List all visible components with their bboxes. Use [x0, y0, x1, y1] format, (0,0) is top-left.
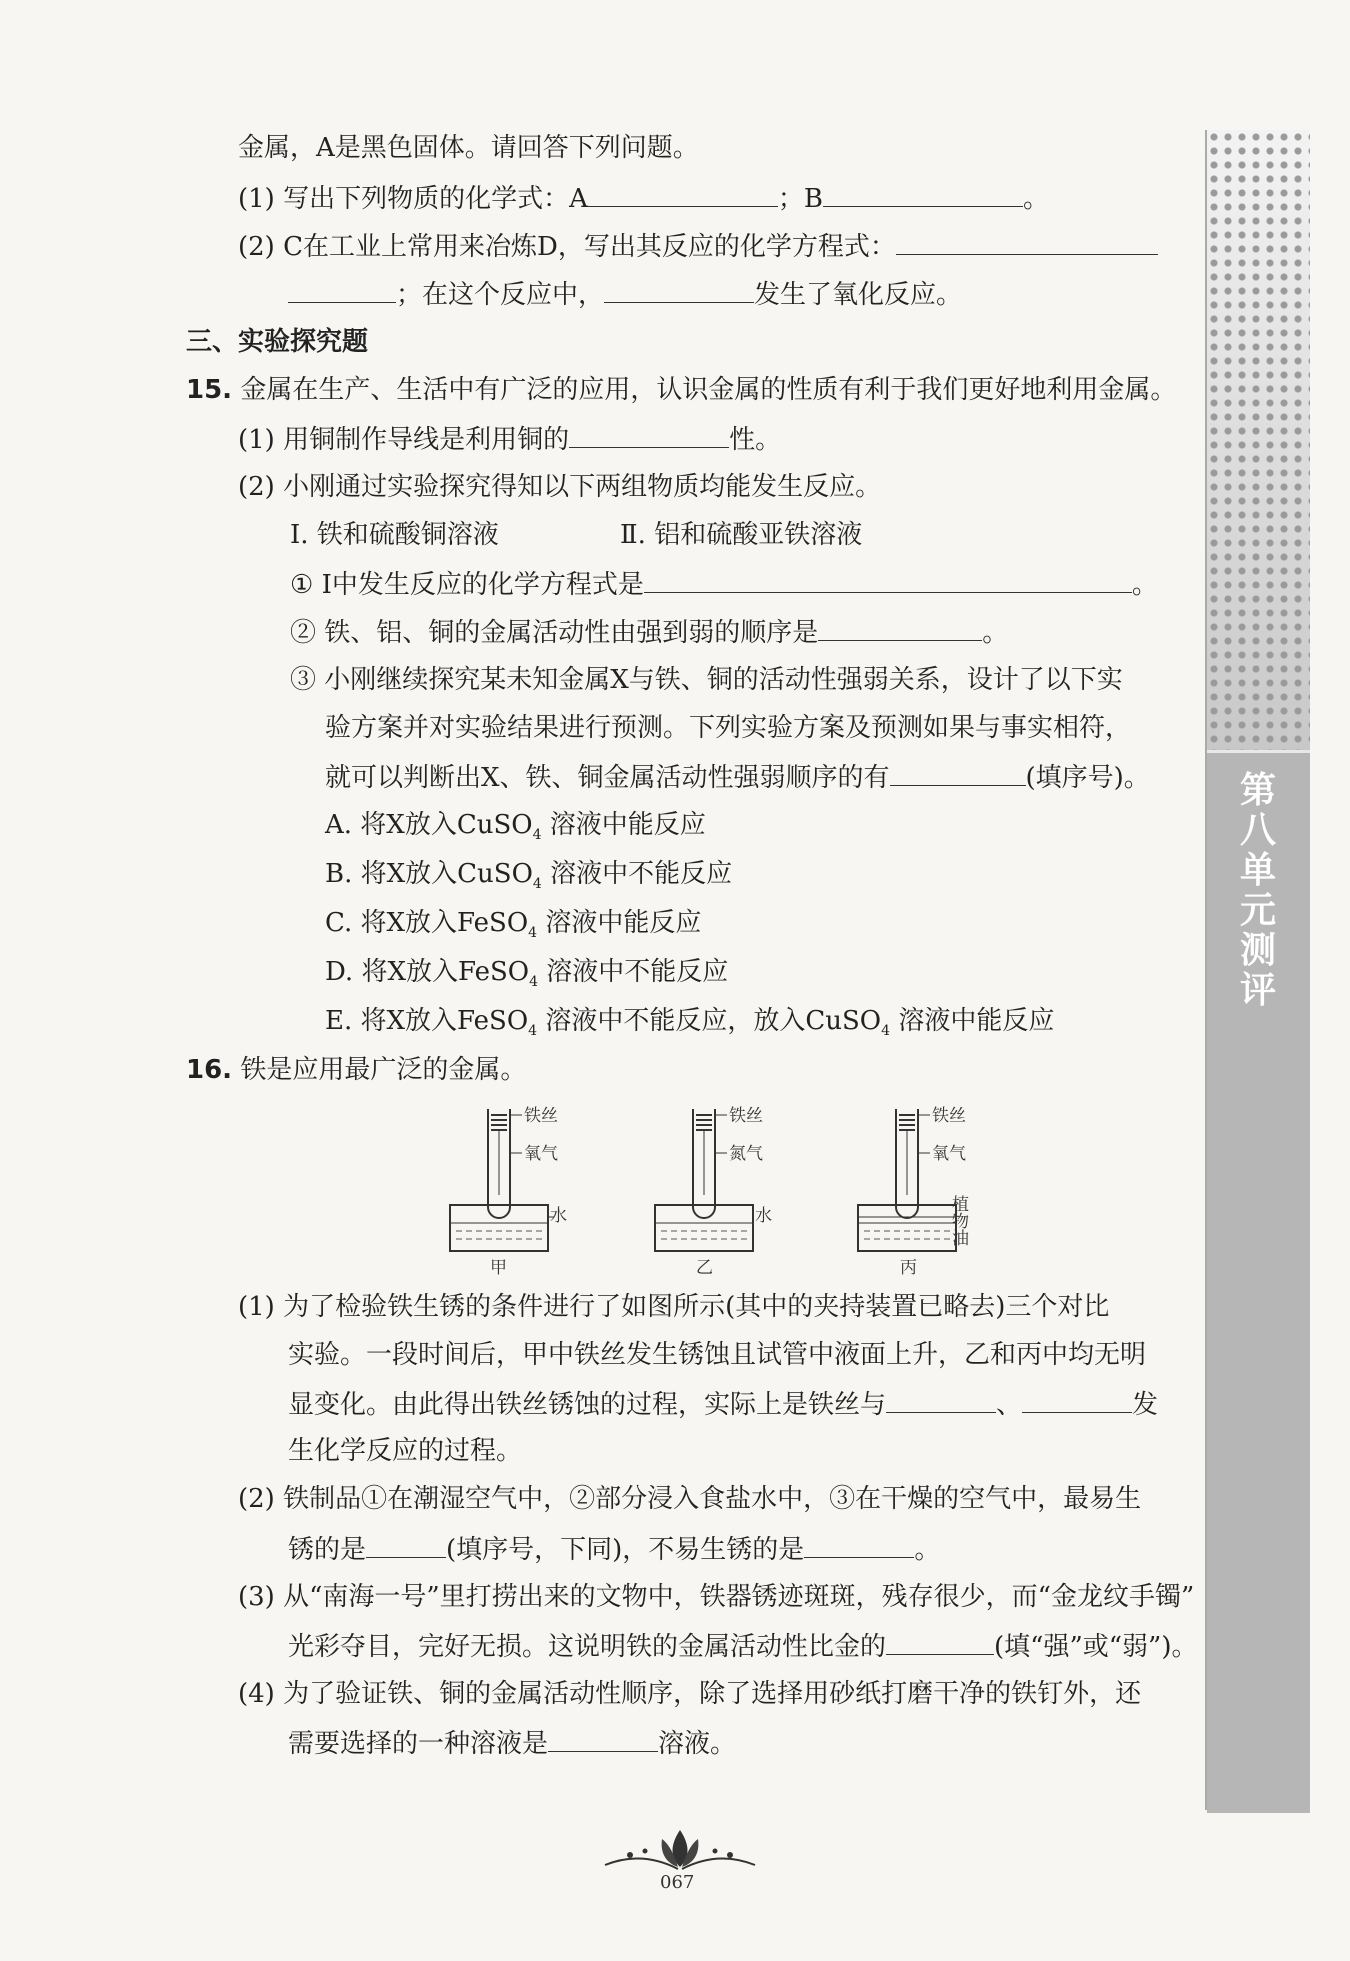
q14-2-cont	[288, 276, 962, 312]
option-e	[325, 1004, 1054, 1048]
q16-4: (4) 为了验证铁、铜的金属活动性顺序，除了选择用砂纸打磨干净的铁钉外，还	[238, 1679, 1142, 1709]
q16-4-cont	[288, 1725, 736, 1761]
answer-blank[interactable]	[890, 759, 1026, 786]
option-e-text-c: 溶液中能反应	[898, 1006, 1055, 1036]
q16-3: (3) 从“南海一号”里打捞出来的文物中，铁器锈迹斑斑，残存很少，而“金龙纹手镯”	[238, 1582, 1195, 1612]
q16-4-text: 需要选择的一种溶液是	[288, 1729, 549, 1759]
q14-1-text: (1) 写出下列物质的化学式：A	[238, 184, 588, 214]
option-e-text: E. 将X放入FeSO	[325, 1006, 529, 1036]
q16-stem	[186, 1053, 526, 1087]
q14-1	[238, 180, 1049, 216]
option-c	[325, 906, 701, 950]
q16-1: (1) 为了检验铁生锈的条件进行了如图所示(其中的夹持装置已略去)三个对比	[238, 1292, 1110, 1322]
q15-c1-text: ① Ⅰ中发生反应的化学方程式是	[290, 570, 644, 600]
q15-c2-text: ② 铁、铝、铜的金属活动性由强到弱的顺序是	[290, 618, 819, 648]
option-d-text-b: 溶液中不能反应	[546, 957, 729, 987]
page-number: 067	[660, 1872, 695, 1893]
answer-blank[interactable]	[604, 276, 754, 303]
option-b	[325, 857, 732, 901]
q14-2-text: (2) C在工业上常用来冶炼D，写出其反应的化学方程式：	[238, 232, 896, 262]
option-c-text: C. 将X放入FeSO	[325, 908, 529, 938]
q14-2-text-b: ；在这个反应中，	[396, 280, 605, 310]
answer-blank[interactable]	[886, 1628, 994, 1655]
option-a-text-b: 溶液中能反应	[549, 810, 706, 840]
subscript: 4	[532, 876, 542, 893]
answer-blank[interactable]	[1022, 1386, 1132, 1413]
q15-number: 15.	[186, 375, 233, 405]
q16-4-text-b: 溶液。	[658, 1729, 737, 1759]
option-d-text: D. 将X放入FeSO	[325, 957, 530, 987]
answer-blank[interactable]	[804, 1531, 914, 1558]
label-gas: 氧气	[524, 1144, 558, 1164]
q15-2: (2) 小刚通过实验探究得知以下两组物质均能发生反应。	[238, 472, 882, 502]
apparatus-yi	[655, 1106, 772, 1275]
side-tab	[1205, 130, 1310, 1810]
q14-2	[238, 228, 1158, 264]
apparatus-bing	[858, 1106, 969, 1275]
answer-blank[interactable]	[548, 1725, 658, 1752]
q15-c3-text-b: (填序号)。	[1025, 763, 1150, 793]
q15-c1	[290, 566, 1158, 602]
q16-1-cont3: 生化学反应的过程。	[288, 1436, 523, 1466]
q14-2-text-c: 发生了氧化反应。	[754, 280, 963, 310]
q16-2-text-b: (填序号，下同)，不易生锈的是	[446, 1535, 805, 1565]
label-wire: 铁丝	[932, 1106, 966, 1126]
q15-c1-text-b: 。	[1131, 570, 1158, 600]
label-liquid: 植物油	[948, 1195, 968, 1246]
q15-1-text-b: 性。	[729, 425, 782, 455]
q16-1-cont: 实验。一段时间后，甲中铁丝发生锈蚀且试管中液面上升，乙和丙中均无明	[288, 1340, 1147, 1370]
label-liquid: 水	[755, 1206, 772, 1226]
answer-blank[interactable]	[886, 1386, 996, 1413]
answer-blank[interactable]	[896, 228, 1158, 255]
q16-1-text-c: 发	[1132, 1390, 1159, 1420]
q16-1-text-b: 、	[996, 1390, 1023, 1420]
q16-number: 16.	[186, 1055, 233, 1085]
q16-2: (2) 铁制品①在潮湿空气中，②部分浸入食盐水中，③在干燥的空气中，最易生	[238, 1484, 1142, 1514]
q16-2-text-c: 。	[914, 1535, 941, 1565]
apparatus-jia	[450, 1106, 567, 1275]
q15-group-2: Ⅱ. 铝和硫酸亚铁溶液	[620, 520, 863, 550]
q16-3-cont	[288, 1628, 1197, 1664]
q15-text: 金属在生产、生活中有广泛的应用，认识金属的性质有利于我们更好地利用金属。	[240, 375, 1177, 405]
option-e-text-b: 溶液中不能反应，放入CuSO	[545, 1006, 882, 1036]
subscript: 4	[881, 1023, 891, 1040]
label-wire: 铁丝	[729, 1106, 763, 1126]
unit-label: 第八单元测评	[1239, 769, 1276, 1011]
option-b-text-b: 溶液中不能反应	[550, 859, 733, 889]
answer-blank[interactable]	[569, 421, 729, 448]
option-d	[325, 955, 728, 999]
subscript: 4	[528, 1023, 538, 1040]
flower-ornament-icon	[600, 1825, 760, 1875]
q15-1	[238, 421, 781, 457]
q16-3-text-b: (填“强”或“弱”)。	[994, 1632, 1198, 1662]
q15-c2	[290, 614, 1008, 650]
q15-c3-cont2	[325, 759, 1150, 795]
answer-blank[interactable]	[366, 1531, 446, 1558]
q15-c2-text-b: 。	[982, 618, 1009, 648]
q15-c3: ③ 小刚继续探究某未知金属X与铁、铜的活动性强弱关系，设计了以下实	[290, 665, 1123, 695]
caption-bing: 丙	[900, 1258, 917, 1275]
side-dot-pattern	[1207, 130, 1310, 750]
q15-stem	[186, 373, 1176, 407]
option-a	[325, 808, 706, 852]
answer-blank[interactable]	[288, 276, 396, 303]
answer-blank[interactable]	[644, 566, 1132, 593]
caption-jia: 甲	[490, 1258, 507, 1275]
q15-c3-text: 就可以判断出X、铁、铜金属活动性强弱顺序的有	[325, 763, 890, 793]
subscript: 4	[529, 974, 539, 991]
q15-group-1: Ⅰ. 铁和硫酸铜溶液	[290, 520, 499, 550]
caption-yi: 乙	[696, 1258, 713, 1275]
label-gas: 氮气	[729, 1144, 763, 1164]
answer-blank[interactable]	[818, 614, 982, 641]
rust-experiment-figure	[430, 1095, 1020, 1275]
option-a-text: A. 将X放入CuSO	[325, 810, 533, 840]
q16-1-text: 显变化。由此得出铁丝锈蚀的过程，实际上是铁丝与	[288, 1390, 887, 1420]
answer-blank[interactable]	[588, 180, 778, 207]
section-heading: 三、实验探究题	[186, 327, 369, 357]
label-liquid: 水	[550, 1206, 567, 1226]
label-wire: 铁丝	[524, 1106, 558, 1126]
q16-1-cont2	[288, 1386, 1158, 1422]
q16-2-cont	[288, 1531, 940, 1567]
q15-c3-cont: 验方案并对实验结果进行预测。下列实验方案及预测如果与事实相符，	[325, 713, 1132, 743]
q16-text: 铁是应用最广泛的金属。	[240, 1055, 527, 1085]
q14-1-text-c: 。	[1022, 184, 1049, 214]
q16-3-text: 光彩夺目，完好无损。这说明铁的金属活动性比金的	[288, 1632, 887, 1662]
option-c-text-b: 溶液中能反应	[545, 908, 702, 938]
subscript: 4	[532, 827, 542, 844]
q16-2-text: 锈的是	[288, 1535, 367, 1565]
answer-blank[interactable]	[823, 180, 1023, 207]
label-gas: 氧气	[932, 1144, 966, 1164]
line-intro: 金属，A是黑色固体。请回答下列问题。	[238, 133, 699, 163]
q15-1-text: (1) 用铜制作导线是利用铜的	[238, 425, 570, 455]
q14-1-text-b: ；B	[777, 184, 823, 214]
option-b-text: B. 将X放入CuSO	[325, 859, 533, 889]
subscript: 4	[528, 925, 538, 942]
